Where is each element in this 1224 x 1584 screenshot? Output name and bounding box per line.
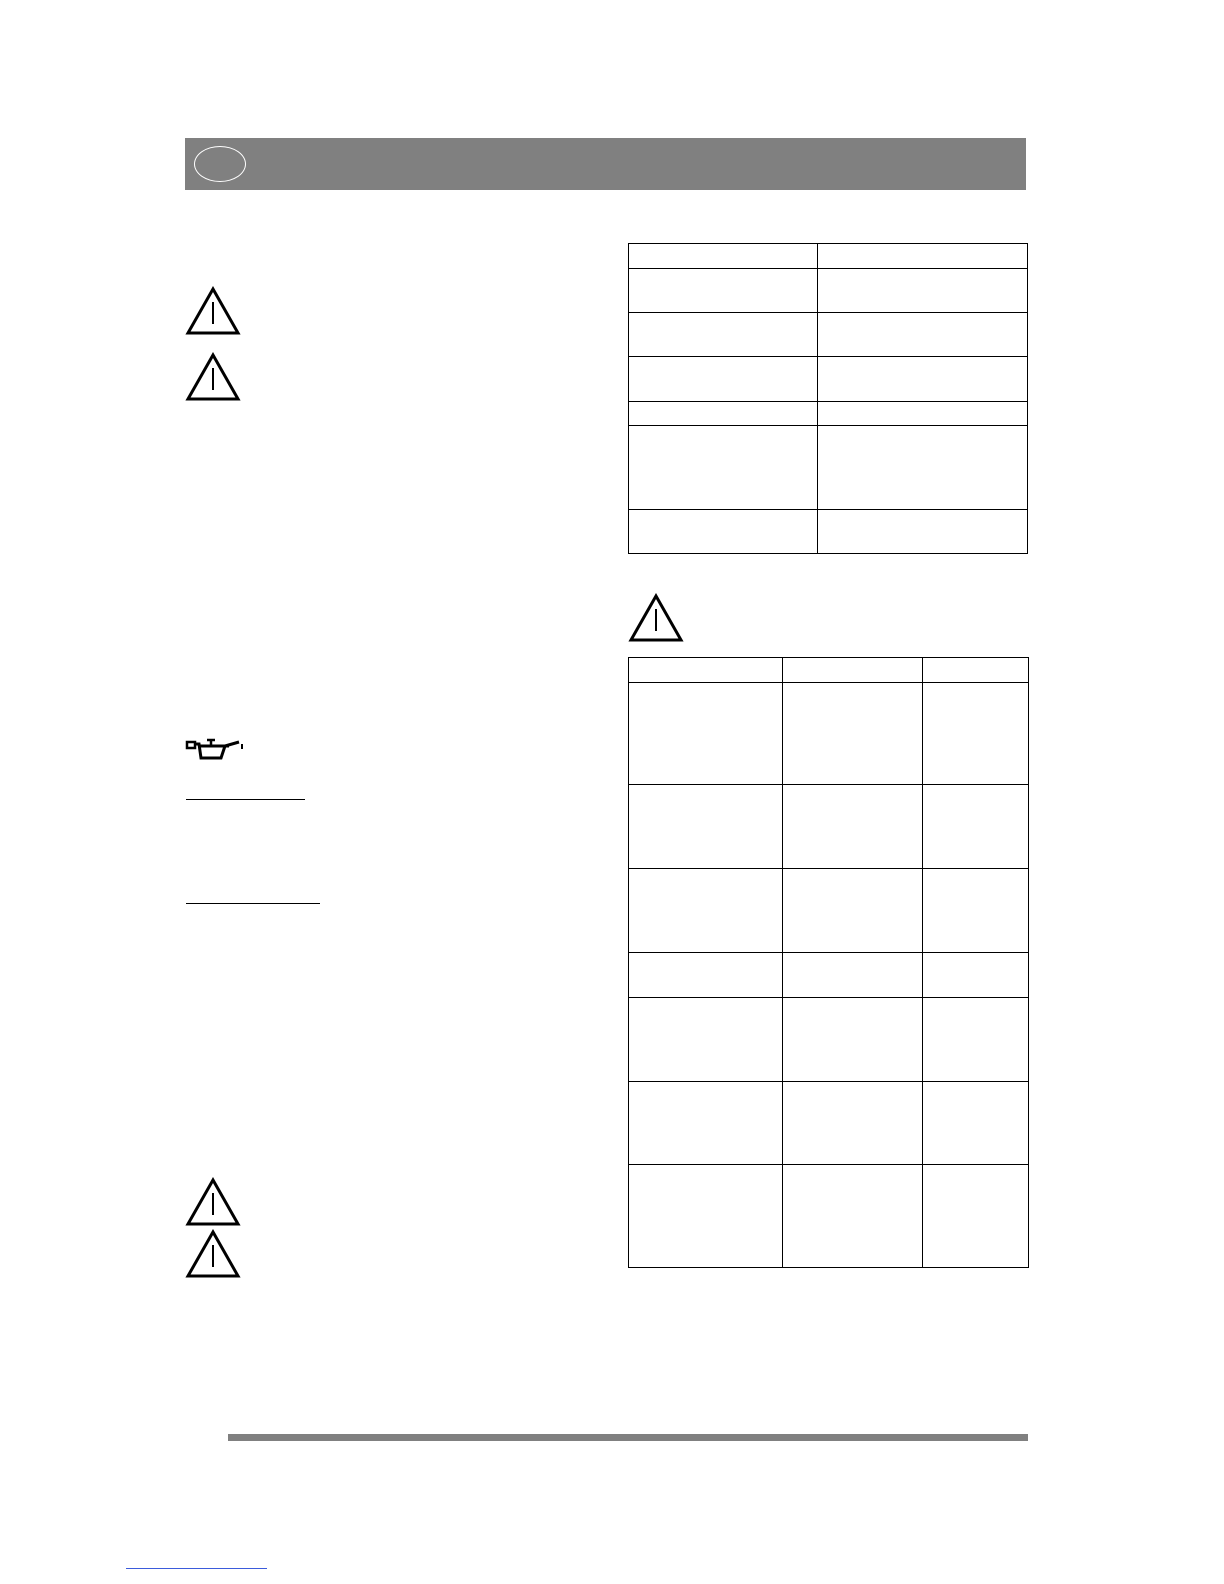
maintenance-table xyxy=(628,657,1029,1268)
table-cell xyxy=(629,1165,783,1268)
table-cell xyxy=(783,869,923,953)
table-cell xyxy=(923,785,1029,869)
table-cell xyxy=(923,1165,1029,1268)
table-row xyxy=(629,953,1029,998)
table-cell xyxy=(629,244,818,269)
table-cell xyxy=(923,869,1029,953)
table-cell xyxy=(783,785,923,869)
table-row xyxy=(629,869,1029,953)
warning-triangle-icon xyxy=(185,1177,241,1227)
table-row xyxy=(629,269,1028,313)
heading-underline xyxy=(186,903,320,904)
warning-triangle-icon xyxy=(185,286,241,336)
table-cell xyxy=(818,244,1028,269)
table-cell xyxy=(923,953,1029,998)
table-cell xyxy=(923,658,1029,683)
table-cell xyxy=(783,953,923,998)
table-cell xyxy=(629,1082,783,1165)
table-cell xyxy=(818,402,1028,426)
table-cell xyxy=(629,658,783,683)
footer-rule xyxy=(228,1434,1028,1441)
table-row xyxy=(629,357,1028,402)
table-cell xyxy=(818,313,1028,357)
table-cell xyxy=(818,510,1028,554)
table-row xyxy=(629,244,1028,269)
table-cell xyxy=(629,313,818,357)
table-row xyxy=(629,402,1028,426)
section-header-bar xyxy=(185,138,1026,190)
table-cell xyxy=(629,953,783,998)
table-cell xyxy=(629,869,783,953)
footer-link-underline[interactable] xyxy=(126,1568,267,1569)
table-cell xyxy=(629,269,818,313)
table-cell xyxy=(629,426,818,510)
table-cell xyxy=(629,998,783,1082)
table-row xyxy=(629,683,1029,785)
table-cell xyxy=(629,402,818,426)
table-row xyxy=(629,510,1028,554)
table-row xyxy=(629,1082,1029,1165)
table-cell xyxy=(923,683,1029,785)
table-row xyxy=(629,658,1029,683)
table-cell xyxy=(783,1082,923,1165)
table-row xyxy=(629,426,1028,510)
table-cell xyxy=(629,510,818,554)
table-cell xyxy=(818,357,1028,402)
table-cell xyxy=(783,1165,923,1268)
heading-underline xyxy=(186,799,305,800)
table-cell xyxy=(783,998,923,1082)
table-cell xyxy=(923,1082,1029,1165)
specification-table xyxy=(628,243,1028,554)
table-cell xyxy=(629,357,818,402)
table-cell xyxy=(629,683,783,785)
table-cell xyxy=(923,998,1029,1082)
table-cell xyxy=(783,658,923,683)
warning-triangle-icon xyxy=(185,352,241,402)
table-row xyxy=(629,313,1028,357)
table-cell xyxy=(629,785,783,869)
table-cell xyxy=(783,683,923,785)
table-row xyxy=(629,1165,1029,1268)
oil-can-icon xyxy=(185,736,245,762)
table-cell xyxy=(818,269,1028,313)
language-badge xyxy=(194,146,246,182)
warning-triangle-icon xyxy=(628,593,684,643)
table-cell xyxy=(818,426,1028,510)
table-row xyxy=(629,785,1029,869)
warning-triangle-icon xyxy=(185,1229,241,1279)
table-row xyxy=(629,998,1029,1082)
